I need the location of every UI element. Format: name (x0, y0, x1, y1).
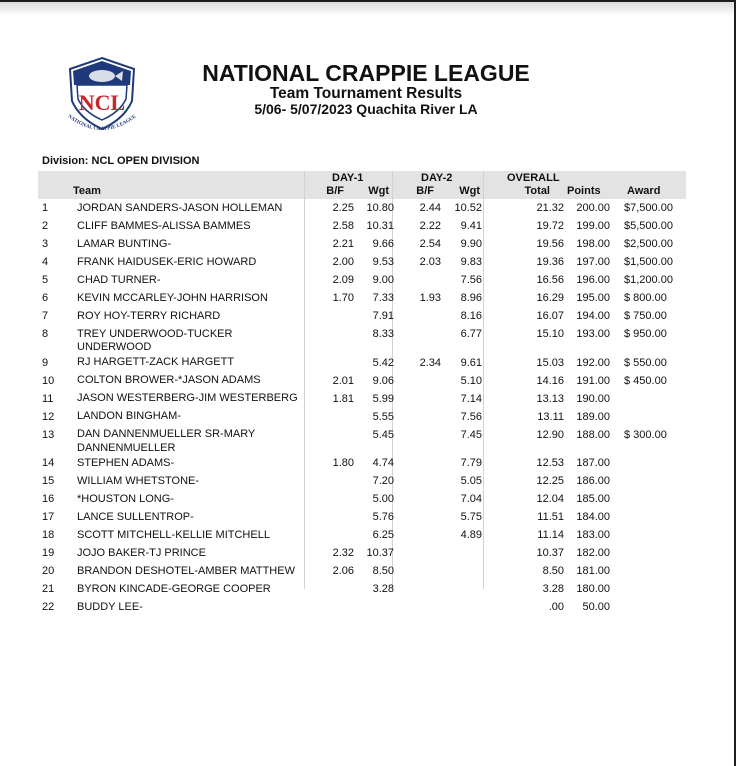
points-cell: 198.00 (576, 238, 610, 250)
day2-bf-cell (394, 391, 441, 409)
day1-wgt-cell: 4.74 (372, 457, 394, 469)
day1-bf-cell (304, 326, 354, 355)
team-cell: BYRON KINCADE-GEORGE COOPER (77, 582, 271, 595)
day2-bf-cell (394, 427, 441, 456)
overall-total-cell: 12.04 (536, 493, 564, 505)
day2-bf-cell (394, 272, 441, 290)
rank-cell: 10 (42, 374, 55, 387)
day1-wgt-cell: 5.76 (372, 511, 394, 523)
overall-total-cell: 8.50 (542, 565, 564, 577)
spacer-cell (610, 527, 624, 545)
day1-wgt-cell: 5.45 (372, 428, 394, 441)
award-cell: $ 800.00 (624, 292, 667, 304)
overall-total-cell: 19.72 (536, 220, 564, 232)
day1-wgt-cell: 5.42 (372, 356, 394, 369)
award-cell (624, 599, 690, 617)
day1-bf-cell: 2.00 (332, 256, 354, 268)
rank-cell: 12 (42, 410, 55, 423)
rank-cell: 2 (42, 220, 49, 232)
day2-bf-cell (394, 373, 441, 391)
spacer-cell (610, 491, 624, 509)
award-cell (624, 563, 690, 581)
day2-bf-cell: 2.22 (419, 220, 441, 232)
day2-wgt-cell: 5.10 (460, 374, 482, 387)
table-row (38, 272, 690, 290)
table-row (38, 236, 690, 254)
team-cell: COLTON BROWER-*JASON ADAMS (77, 374, 261, 386)
day1-bf-cell (304, 599, 354, 617)
team-cell: CHAD TURNER- (77, 273, 161, 286)
spacer-cell (610, 509, 624, 527)
rank-cell: 8 (42, 328, 49, 340)
table-row (38, 455, 690, 473)
table-row (38, 326, 690, 355)
award-cell (624, 473, 690, 491)
day2-bf-cell: 2.03 (419, 256, 441, 268)
day2-bf-cell: 2.54 (419, 238, 441, 250)
day2-wgt-cell: 5.05 (460, 475, 482, 487)
overall-total-cell: 21.32 (536, 202, 564, 214)
award-cell (624, 391, 690, 409)
spacer-cell (610, 308, 624, 326)
points-cell: 190.00 (576, 392, 610, 405)
day1-bf-cell (304, 409, 354, 427)
day2-bf-cell (394, 581, 441, 599)
day1-bf-cell: 2.32 (332, 547, 354, 559)
spacer-cell (610, 563, 624, 581)
table-row (38, 491, 690, 509)
table-row (38, 563, 690, 581)
spacer-cell (610, 254, 624, 272)
day1-bf-cell: 1.80 (332, 457, 354, 469)
day1-wgt-cell: 10.31 (366, 220, 394, 232)
points-cell: 180.00 (576, 583, 610, 595)
overall-total-cell: 15.03 (536, 356, 564, 369)
day1-wgt-cell: 5.99 (372, 392, 394, 405)
award-cell: $2,500.00 (624, 238, 673, 250)
team-cell: TREY UNDERWOOD-TUCKER UNDERWOOD (77, 327, 233, 353)
rank-cell: 6 (42, 292, 49, 304)
spacer-cell (610, 272, 624, 290)
day2-wgt-cell: 7.56 (460, 410, 482, 423)
rank-cell: 15 (42, 475, 55, 487)
award-cell: $1,500.00 (624, 256, 673, 268)
overall-total-cell: 12.25 (536, 475, 564, 487)
points-cell: 196.00 (576, 274, 610, 286)
day1-wgt-cell: 3.28 (372, 583, 394, 595)
logo-ring-text: NATIONAL CRAPPIE LEAGUE (66, 113, 138, 133)
team-cell: RJ HARGETT-ZACK HARGETT (77, 356, 235, 368)
table-row (38, 427, 690, 456)
team-cell: BRANDON DESHOTEL-AMBER MATTHEW (77, 564, 295, 577)
spacer-cell (610, 599, 624, 617)
overall-total-cell: .00 (548, 601, 564, 613)
table-row (38, 581, 690, 599)
day1-wgt-cell: 5.00 (372, 493, 394, 505)
points-cell: 187.00 (576, 457, 610, 469)
table-row (38, 373, 690, 391)
spacer-cell (610, 473, 624, 491)
spacer-cell (610, 326, 624, 355)
column-header-bf2: B/F (416, 185, 434, 197)
day2-bf-cell: 1.93 (419, 292, 441, 304)
spacer-cell (610, 455, 624, 473)
spacer-cell (610, 545, 624, 563)
rank-cell: 4 (42, 256, 49, 268)
team-cell: JASON WESTERBERG-JIM WESTERBERG (77, 392, 298, 404)
overall-total-cell: 14.16 (536, 374, 564, 387)
spacer-cell (610, 391, 624, 409)
overall-total-cell: 11.51 (537, 511, 564, 523)
day2-wgt-cell: 9.41 (460, 220, 482, 232)
day2-bf-cell (394, 473, 441, 491)
day1-wgt-cell: 9.00 (372, 274, 394, 286)
points-cell: 182.00 (576, 547, 610, 559)
overall-total-cell: 19.56 (536, 238, 564, 250)
day2-wgt-cell: 6.77 (460, 328, 482, 340)
column-header-wgt1: Wgt (368, 185, 389, 197)
day1-wgt-cell: 10.80 (366, 202, 394, 214)
team-cell: JOJO BAKER-TJ PRINCE (77, 546, 206, 559)
spacer-cell (610, 218, 624, 236)
logo-text: NCL (78, 90, 126, 115)
overall-total-cell: 11.14 (537, 529, 564, 541)
spacer-cell (610, 236, 624, 254)
day1-wgt-cell: 9.53 (372, 256, 394, 268)
award-cell (624, 455, 690, 473)
day1-bf-cell: 2.21 (332, 238, 354, 250)
group-header-overall: OVERALL (507, 172, 560, 184)
day2-bf-cell (394, 527, 441, 545)
overall-total-cell: 13.13 (536, 392, 564, 405)
day2-bf-cell (394, 563, 441, 581)
day2-wgt-cell: 8.16 (460, 310, 482, 322)
team-cell: DAN DANNENMUELLER SR-MARY DANNENMUELLER (77, 428, 256, 454)
day1-wgt-cell: 7.33 (372, 292, 394, 304)
award-cell (624, 545, 690, 563)
day2-wgt-cell: 9.83 (460, 256, 482, 268)
overall-total-cell: 16.07 (536, 310, 564, 322)
day2-wgt-cell: 7.79 (460, 457, 482, 469)
overall-total-cell: 16.56 (536, 274, 564, 286)
rank-cell: 11 (42, 392, 54, 405)
award-cell (624, 527, 690, 545)
spacer-cell (610, 290, 624, 308)
day2-bf-cell (394, 326, 441, 355)
rank-cell: 3 (42, 238, 49, 250)
day1-bf-cell (304, 308, 354, 326)
day1-wgt-cell: 6.25 (372, 529, 394, 541)
team-cell: KEVIN MCCARLEY-JOHN HARRISON (77, 291, 268, 304)
rank-cell: 20 (42, 565, 55, 577)
rank-cell: 21 (42, 583, 55, 595)
overall-total-cell: 10.37 (536, 547, 564, 559)
table-row (38, 527, 690, 545)
day2-wgt-cell (441, 545, 482, 563)
table-row (38, 409, 690, 427)
rank-cell: 5 (42, 274, 49, 286)
day2-bf-cell (394, 599, 441, 617)
column-header-total: Total (524, 185, 550, 197)
rank-cell: 22 (42, 601, 55, 613)
division-label: Division: NCL OPEN DIVISION (42, 155, 200, 167)
points-cell: 50.00 (582, 601, 610, 613)
column-header-award: Award (627, 185, 661, 197)
day1-wgt-cell: 5.55 (372, 410, 394, 423)
day1-bf-cell (304, 491, 354, 509)
event-info: 5/06- 5/07/2023 Quachita River LA (254, 101, 478, 117)
day1-bf-cell (304, 427, 354, 456)
spacer-cell (610, 200, 624, 218)
day1-wgt-cell: 7.91 (372, 310, 394, 322)
page-subtitle: Team Tournament Results (269, 85, 463, 102)
rank-cell: 16 (42, 493, 55, 505)
award-cell: $5,500.00 (624, 220, 673, 232)
team-cell: STEPHEN ADAMS- (77, 456, 175, 469)
day2-wgt-cell: 7.45 (460, 428, 482, 441)
day2-wgt-cell: 10.52 (454, 202, 482, 214)
rank-cell: 14 (42, 457, 55, 469)
table-row (38, 391, 690, 409)
column-header-bf1: B/F (326, 185, 344, 197)
team-cell: FRANK HAIDUSEK-ERIC HOWARD (77, 255, 257, 268)
day1-bf-cell: 2.06 (332, 565, 354, 577)
team-cell: LAMAR BUNTING- (77, 237, 172, 250)
table-row (38, 599, 690, 617)
overall-total-cell: 12.90 (536, 428, 564, 441)
day1-bf-cell (304, 509, 354, 527)
award-cell (624, 509, 690, 527)
day2-wgt-cell: 4.89 (460, 529, 482, 541)
points-cell: 188.00 (576, 428, 610, 441)
day2-bf-cell (394, 509, 441, 527)
table-row (38, 509, 690, 527)
spacer-cell (610, 409, 624, 427)
day2-wgt-cell: 7.14 (460, 392, 482, 405)
points-cell: 189.00 (576, 410, 610, 423)
day1-wgt-cell: 8.50 (372, 565, 394, 577)
table-row (38, 254, 690, 272)
spacer-cell (610, 581, 624, 599)
group-header-day1: DAY-1 (332, 172, 364, 184)
rank-cell: 19 (42, 547, 55, 559)
day2-bf-cell: 2.34 (419, 356, 441, 369)
team-cell: LANDON BINGHAM- (77, 410, 181, 422)
overall-total-cell: 19.36 (536, 256, 564, 268)
day2-bf-cell (394, 491, 441, 509)
day1-bf-cell (304, 473, 354, 491)
day1-bf-cell (304, 355, 354, 373)
day2-wgt-cell (441, 563, 482, 581)
day1-bf-cell: 2.09 (332, 274, 354, 286)
award-cell: $1,200.00 (624, 274, 673, 286)
rank-cell: 7 (42, 310, 49, 322)
team-cell: BUDDY LEE- (77, 600, 143, 613)
column-header-points: Points (567, 185, 601, 197)
overall-total-cell: 16.29 (536, 292, 564, 304)
points-cell: 193.00 (576, 328, 610, 340)
points-cell: 199.00 (576, 220, 610, 232)
day2-bf-cell (394, 545, 441, 563)
team-cell: *HOUSTON LONG- (77, 492, 174, 505)
day1-wgt-cell: 10.37 (366, 547, 394, 559)
day1-bf-cell: 1.70 (332, 292, 354, 304)
points-cell: 184.00 (576, 511, 610, 523)
overall-total-cell: 3.28 (542, 583, 564, 595)
day2-wgt-cell: 9.90 (460, 238, 482, 250)
points-cell: 185.00 (576, 493, 610, 505)
table-row (38, 218, 690, 236)
day1-bf-cell (304, 527, 354, 545)
day2-bf-cell (394, 409, 441, 427)
table-row (38, 290, 690, 308)
day2-bf-cell (394, 308, 441, 326)
points-cell: 191.00 (576, 374, 610, 387)
award-cell: $ 300.00 (624, 428, 667, 441)
overall-total-cell: 13.11 (537, 410, 564, 423)
team-cell: WILLIAM WHETSTONE- (77, 474, 200, 487)
points-cell: 192.00 (576, 356, 610, 369)
day1-bf-cell: 2.58 (332, 220, 354, 232)
team-cell: JORDAN SANDERS-JASON HOLLEMAN (77, 201, 283, 214)
spacer-cell (610, 427, 624, 456)
award-cell: $ 550.00 (624, 356, 667, 369)
day2-wgt-cell: 9.61 (460, 356, 482, 369)
points-cell: 181.00 (576, 565, 610, 577)
points-cell: 186.00 (576, 475, 610, 487)
team-cell: ROY HOY-TERRY RICHARD (77, 309, 221, 322)
day2-wgt-cell (441, 599, 482, 617)
points-cell: 195.00 (576, 292, 610, 304)
page-title: NATIONAL CRAPPIE LEAGUE (202, 60, 530, 86)
award-cell: $ 450.00 (624, 374, 667, 387)
points-cell: 200.00 (576, 202, 610, 214)
column-header-team: Team (73, 185, 101, 197)
day1-bf-cell: 2.01 (332, 374, 354, 387)
award-cell (624, 581, 690, 599)
day1-wgt-cell: 9.66 (372, 238, 394, 250)
table-row (38, 473, 690, 491)
award-cell (624, 409, 690, 427)
results-table (38, 200, 690, 617)
table-row (38, 308, 690, 326)
table-row (38, 355, 690, 373)
day1-wgt-cell: 9.06 (372, 374, 394, 387)
day2-wgt-cell (441, 581, 482, 599)
rank-cell: 13 (42, 428, 55, 441)
window-shadow (0, 2, 736, 16)
table-row (38, 200, 690, 218)
rank-cell: 9 (42, 356, 49, 369)
day1-wgt-cell: 7.20 (372, 475, 394, 487)
rank-cell: 18 (42, 529, 55, 541)
rank-cell: 1 (42, 202, 49, 214)
points-cell: 183.00 (576, 529, 610, 541)
day2-wgt-cell: 7.56 (460, 274, 482, 286)
team-cell: CLIFF BAMMES-ALISSA BAMMES (77, 219, 251, 232)
group-header-day2: DAY-2 (421, 172, 453, 184)
award-cell: $ 750.00 (624, 310, 667, 322)
team-cell: LANCE SULLENTROP- (77, 510, 194, 523)
day2-wgt-cell: 5.75 (460, 511, 482, 523)
spacer-cell (610, 373, 624, 391)
overall-total-cell: 15.10 (536, 328, 564, 340)
spacer-cell (610, 355, 624, 373)
award-cell: $ 950.00 (624, 328, 667, 340)
day2-bf-cell (394, 455, 441, 473)
day1-bf-cell: 1.81 (332, 392, 354, 405)
day1-bf-cell: 2.25 (332, 202, 354, 214)
award-cell: $7,500.00 (624, 202, 673, 214)
day2-bf-cell: 2.44 (419, 202, 441, 214)
team-cell: SCOTT MITCHELL-KELLIE MITCHELL (77, 528, 270, 541)
rank-cell: 17 (42, 511, 55, 523)
day2-wgt-cell: 8.96 (460, 292, 482, 304)
day1-bf-cell (304, 581, 354, 599)
points-cell: 197.00 (576, 256, 610, 268)
award-cell (624, 491, 690, 509)
points-cell: 194.00 (576, 310, 610, 322)
day1-wgt-cell: 8.33 (372, 328, 394, 340)
table-row (38, 545, 690, 563)
column-header-wgt2: Wgt (459, 185, 480, 197)
overall-total-cell: 12.53 (536, 457, 564, 469)
day2-wgt-cell: 7.04 (460, 493, 482, 505)
day1-wgt-cell (354, 599, 394, 617)
